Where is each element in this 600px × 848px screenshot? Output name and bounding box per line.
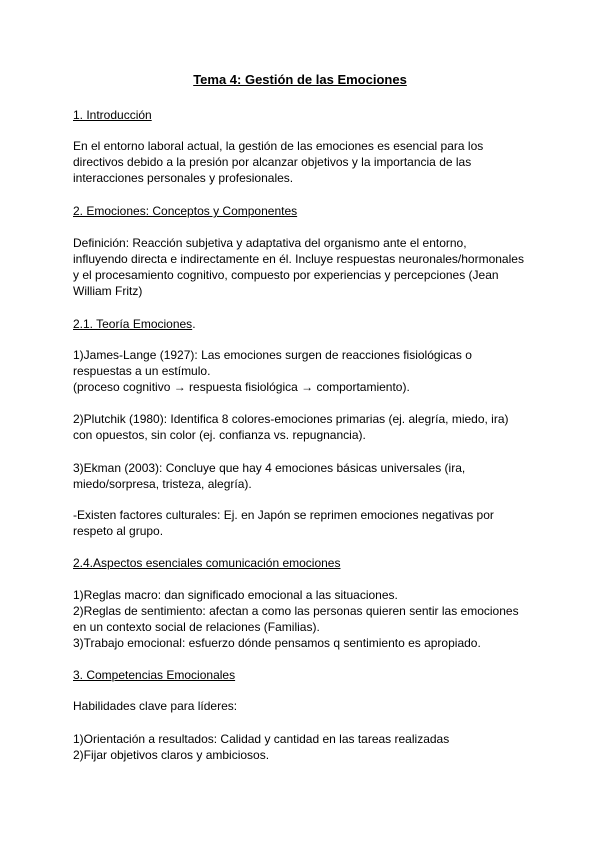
heading-teoria: [73, 316, 196, 332]
heading-emociones: 2. Emociones: Conceptos y Componentes: [73, 204, 298, 218]
text-line: interacciones personales y profesionales.: [73, 171, 294, 185]
paragraph-factores-culturales: [73, 507, 533, 539]
text-line: 1)James-Lange (1927): Las emociones surgen de reacciones fisiológicas o: [73, 348, 472, 362]
text-line: 1)Reglas macro: dan significado emocional a las situaciones.: [73, 588, 398, 602]
text-line: en un contexto social de relaciones (Familias).: [73, 620, 320, 634]
paragraph-competencias-list: [73, 731, 533, 763]
text-line: y el procesamiento cognitivo, compuesto por experiencias y percepciones (Jean: [73, 268, 499, 282]
heading-teoria-text: 2.1. Teoría Emociones: [73, 317, 193, 331]
text-line: 3)Trabajo emocional: esfuerzo dónde pensamos q sentimiento es apropiado.: [73, 636, 481, 650]
heading-teoria-suffix: .: [192, 317, 196, 331]
heading-introduccion: 1. Introducción: [73, 108, 152, 122]
text-line: miedo/sorpresa, tristeza, alegría).: [73, 477, 252, 491]
text-line: influyendo directa e indirectamente en él. Incluye respuestas neuronales/hormonales: [73, 252, 524, 266]
text-line: respuestas a un estímulo.: [73, 364, 211, 378]
text-line: Definición: Reacción subjetiva y adaptativa del organismo ante el entorno,: [73, 236, 467, 250]
text-line: 2)Fijar objetivos claros y ambiciosos.: [73, 748, 270, 762]
document-title: Tema 4: Gestión de las Emociones: [193, 72, 407, 87]
paragraph-introduccion: [73, 138, 533, 186]
paragraph-plutchik: [73, 411, 533, 443]
text-line: 1)Orientación a resultados: Calidad y cantidad en las tareas realizadas: [73, 732, 450, 746]
paragraph-james-lange: [73, 347, 533, 395]
paragraph-habilidades: Habilidades clave para líderes:: [73, 699, 238, 713]
paragraph-definicion: [73, 235, 533, 299]
text-line: En el entorno laboral actual, la gestión de las emociones es esencial para los: [73, 139, 484, 153]
text-line: 2)Reglas de sentimiento: afectan a como las personas quieren sentir las emociones: [73, 604, 519, 618]
text-line: William Fritz): [73, 284, 143, 298]
text-line: (proceso cognitivo → respuesta fisiológica → comportamiento).: [73, 380, 410, 394]
text-line: con opuestos, sin color (ej. confianza vs. repugnancia).: [73, 428, 366, 442]
heading-competencias: 3. Competencias Emocionales: [73, 668, 236, 682]
paragraph-aspectos: [73, 587, 533, 651]
text-line: directivos debido a la presión por alcanzar objetivos y la importancia de las: [73, 155, 472, 169]
text-line: -Existen factores culturales: Ej. en Japón se reprimen emociones negativas por: [73, 508, 494, 522]
text-line: respeto al grupo.: [73, 524, 164, 538]
paragraph-ekman: [73, 460, 533, 492]
text-line: 2)Plutchik (1980): Identifica 8 colores-emociones primarias (ej. alegría, miedo, ira): [73, 412, 509, 426]
heading-aspectos: 2.4.Aspectos esenciales comunicación emociones: [73, 556, 341, 570]
text-line: 3)Ekman (2003): Concluye que hay 4 emociones básicas universales (ira,: [73, 461, 466, 475]
